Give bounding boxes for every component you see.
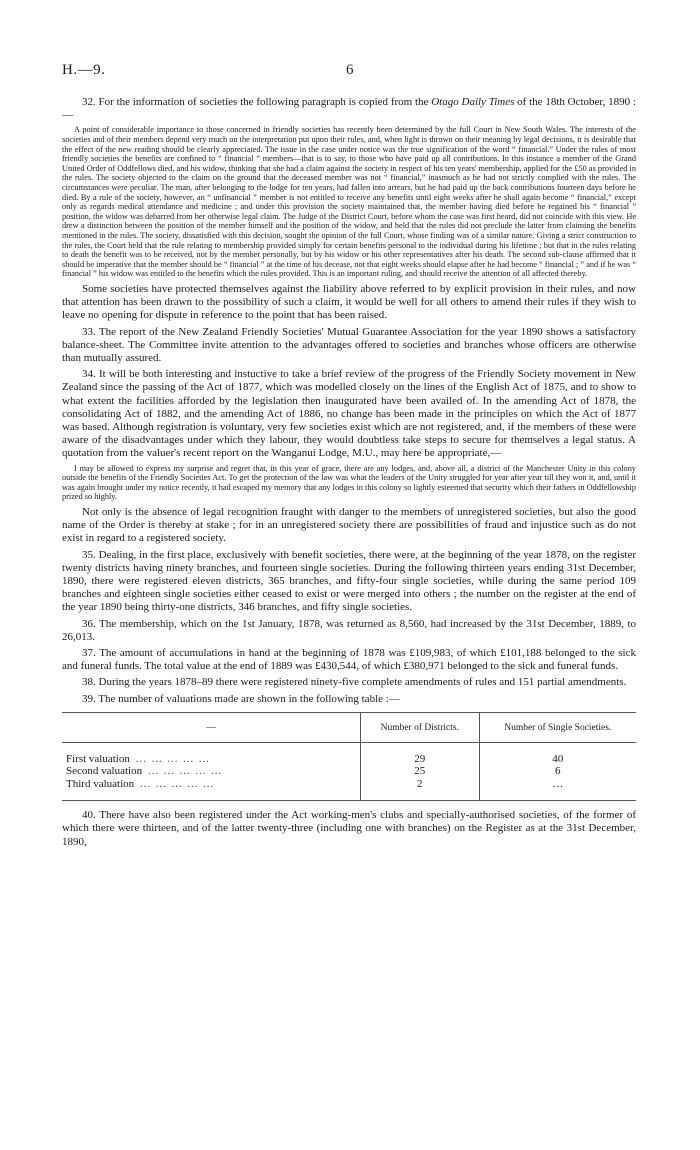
page-header — [58, 62, 642, 84]
paragraph-32-intro: 32. For the information of societies the following paragraph is copied from the — [82, 96, 432, 108]
paragraph-37: 37. The amount of accumulations in hand at the beginning of 1878 was £109,983, of which £101,188 belonged to the sick and funeral funds. The total value at the end of 1889 was £430,544, of which £380,971 belonged to the sick and funeral funds. — [62, 646, 636, 673]
paragraph-35: 35. Dealing, in the first place, exclusively with benefit societies, there were, at the beginning of the year 1878, on the register twenty districts having ninety branches, and fourteen single societies. During the following thirteen years ending 31st December, 1890, there were registered eleven districts, 365 branches, and fifty-four single societies, while during the same period 109 branches and eighteen single societies either ceased to exist or were merged into others ; the number on the register at the end of the year 1890 being thirty-one districts, 346 branches, and fifty single societies. — [62, 548, 636, 614]
leader-dots: … … … … … — [147, 765, 223, 778]
paragraph-legal-recognition: Not only is the absence of legal recognition fraught with danger to the members of unregistered societies, but also the good name of the Order is thereby at stake ; for in an unregistered society there are possibilities of fraud and injustice such as do not exist in regard to a registered society. — [62, 505, 636, 545]
cell-single-societies: 6 — [479, 765, 636, 778]
valuations-table — [62, 712, 636, 802]
paragraph-40: 40. There have also been registered under the Act working-men's clubs and specially-authorised societies, of the former of which there were thirteen, and of the latter twenty-three (including one with branches) on the Register as at the 31st December, 1890, — [62, 809, 636, 848]
page-content — [62, 96, 636, 852]
paragraph-36: 36. The membership, which on the 1st January, 1878, was returned as 8,560, had increased by the 31st December, 1889, to 26,013. — [62, 617, 636, 643]
header-districts: Number of Districts. — [361, 712, 480, 742]
paragraph-32-rest: of the 18th October, 1890 :— — [62, 96, 637, 122]
cell-single-societies: 40 — [479, 742, 636, 765]
paragraph-33: 33. The report of the New Zealand Friendly Societies' Mutual Guarantee Association for the year 1890 shows a satisfactory balance-sheet. The Committee invite attention to the advantages offered to societies and branches whose officers are otherwise than mutually assured. — [62, 325, 636, 364]
header-single-societies: Number of Single Societies. — [479, 712, 636, 742]
paragraph-34: 34. It will be both interesting and instuctive to take a brief review of the progress of the Friendly Society movement in New Zealand since the passing of the Act of 1877, which was modelled closely on the lines of the English Act of 1875, and to show to what extent the facilities afforded by the legislation then inaugurated have been availed of. In the amending Act of 1878, the consolidating Act of 1882, and the amending Act of 1886, no change has been made in the principles on which the Act of 1877 was based. Although registration is voluntary, very few societies exist which are not registered, and, if the members of these were aware of the disadvantages under which they labour, they would doubtless take steps to secure for themselves a legal status. A quotation from the valuer's recent report on the Wanganui Lodge, M.U., may here be appropriate,— — [62, 368, 636, 460]
page-number: 6 — [346, 62, 354, 78]
table-row — [62, 742, 636, 765]
header-blank: — — [62, 712, 361, 742]
document-reference: H.—9. — [62, 62, 106, 78]
leader-dots: … … … … … — [139, 777, 215, 790]
paragraph-protection: Some societies have protected themselves against the liability above referred to by explicit provision in their rules, and now that attention has been drawn to the possibility of such a claim, it would be well for all others to amend their rules if they wish to leave no opening for dispute in reference to the point that has been raised. — [62, 282, 636, 322]
table-header-row — [62, 712, 636, 742]
row-label: First valuation … … … … … — [66, 752, 211, 765]
row-label: Second valuation … … … … … — [66, 765, 223, 778]
table-row — [62, 765, 636, 778]
cell-districts: 29 — [361, 742, 480, 765]
cell-districts: 25 — [361, 765, 480, 778]
leader-dots: … … … … … — [135, 752, 211, 765]
cell-districts: 2 — [361, 778, 480, 801]
cell-single-societies: … — [479, 778, 636, 801]
table-row — [62, 778, 636, 801]
newspaper-quote: A point of considerable importance to those concerned in friendly societies has recently been determined by the full Court in New South Wales. The interests of the societies and of their members depend very much on the interpretation put upon their rules, and, when light is thrown on their meaning by legal decisions, it is desirable that the effect of the new reading should be clearly appreciated. The issue in the case under notice was the true signification of the word “ financial.” Under the rules of most friendly societies the benefits are confined to “ financial ” members—that is to say, to those who have paid up all contributions. In this instance a member of the Grand United Order of Oddfellows died, and his widow, thinking that she had a claim against the society in respect of his ten years' membership, applied for the £50 as provided in the rules. The society objected to the claim on the ground that the deceased member was not “ financial,” inasmuch as he had not strictly complied with the rules. The circumstances were peculiar. The man, after belonging to the lodge for ten years, had fallen into arrears, but he had paid up the back contributions fourteen days before he died. By a rule of the society, however, an “ unfinancial ” member is not entitled to receive any benefits until eight weeks after he shall again become “ financial,” except only as regards medical attendance and medicine ; and under this provision the society maintained that, the member having died before he regained his “ financial ” position, the widow was debarred from her otherwise legal claim. The Judge of the District Court, before whom the case was first heard, did not coincide with this view. He drew a distinction between the position of the member himself and the position of the widow, and held that the rules did not preclude the latter from claiming the benefits mentioned in the rules. The society, dissatisfied with this decision, sought the opinion of the full Court, whose finding was of a similar nature. Giving a strict construction to the rules, the Court held that the rule relating to membership provided simply for certain benefits personal to the individual during his lifetime ; but that in the rules relating to death the benefit was to be received, not by the member personally, but by his widow or his other representatives after his death. The second sub-clause affirmed that it should be imperative that the member should be “ financial ” at the time of his decease, not that eight weeks should elapse after he had become “ financial ; ” and if he was “ financial ” his widow was entitled to the benefits which the rules provided. This is an important ruling, and should receive the attention of all affected thereby. — [62, 125, 636, 279]
row-label: Third valuation … … … … … — [62, 778, 361, 801]
valuer-quote: I may be allowed to express my surprise and regret that, in this year of grace, there are any lodges, and, above all, a district of the Manchester Unity in this colony outside the benefits of the Friendly Societies Act. To get the protection of the law was what the leaders of the Unity struggled for year after year till they won it, and, until it was again brought under my notice recently, it had escaped my memory that any lodges in this colony so lightly esteemed that security which their fathers in Oddfellowship prized so highly. — [62, 463, 636, 502]
newspaper-title: Otago Daily Times — [431, 96, 515, 108]
paragraph-38: 38. During the years 1878–89 there were registered ninety-five complete amendments of rules and 151 partial amendments. — [82, 676, 627, 689]
paragraph-39: 39. The number of valuations made are shown in the following table :— — [82, 692, 400, 705]
paragraph-32 — [62, 96, 636, 122]
